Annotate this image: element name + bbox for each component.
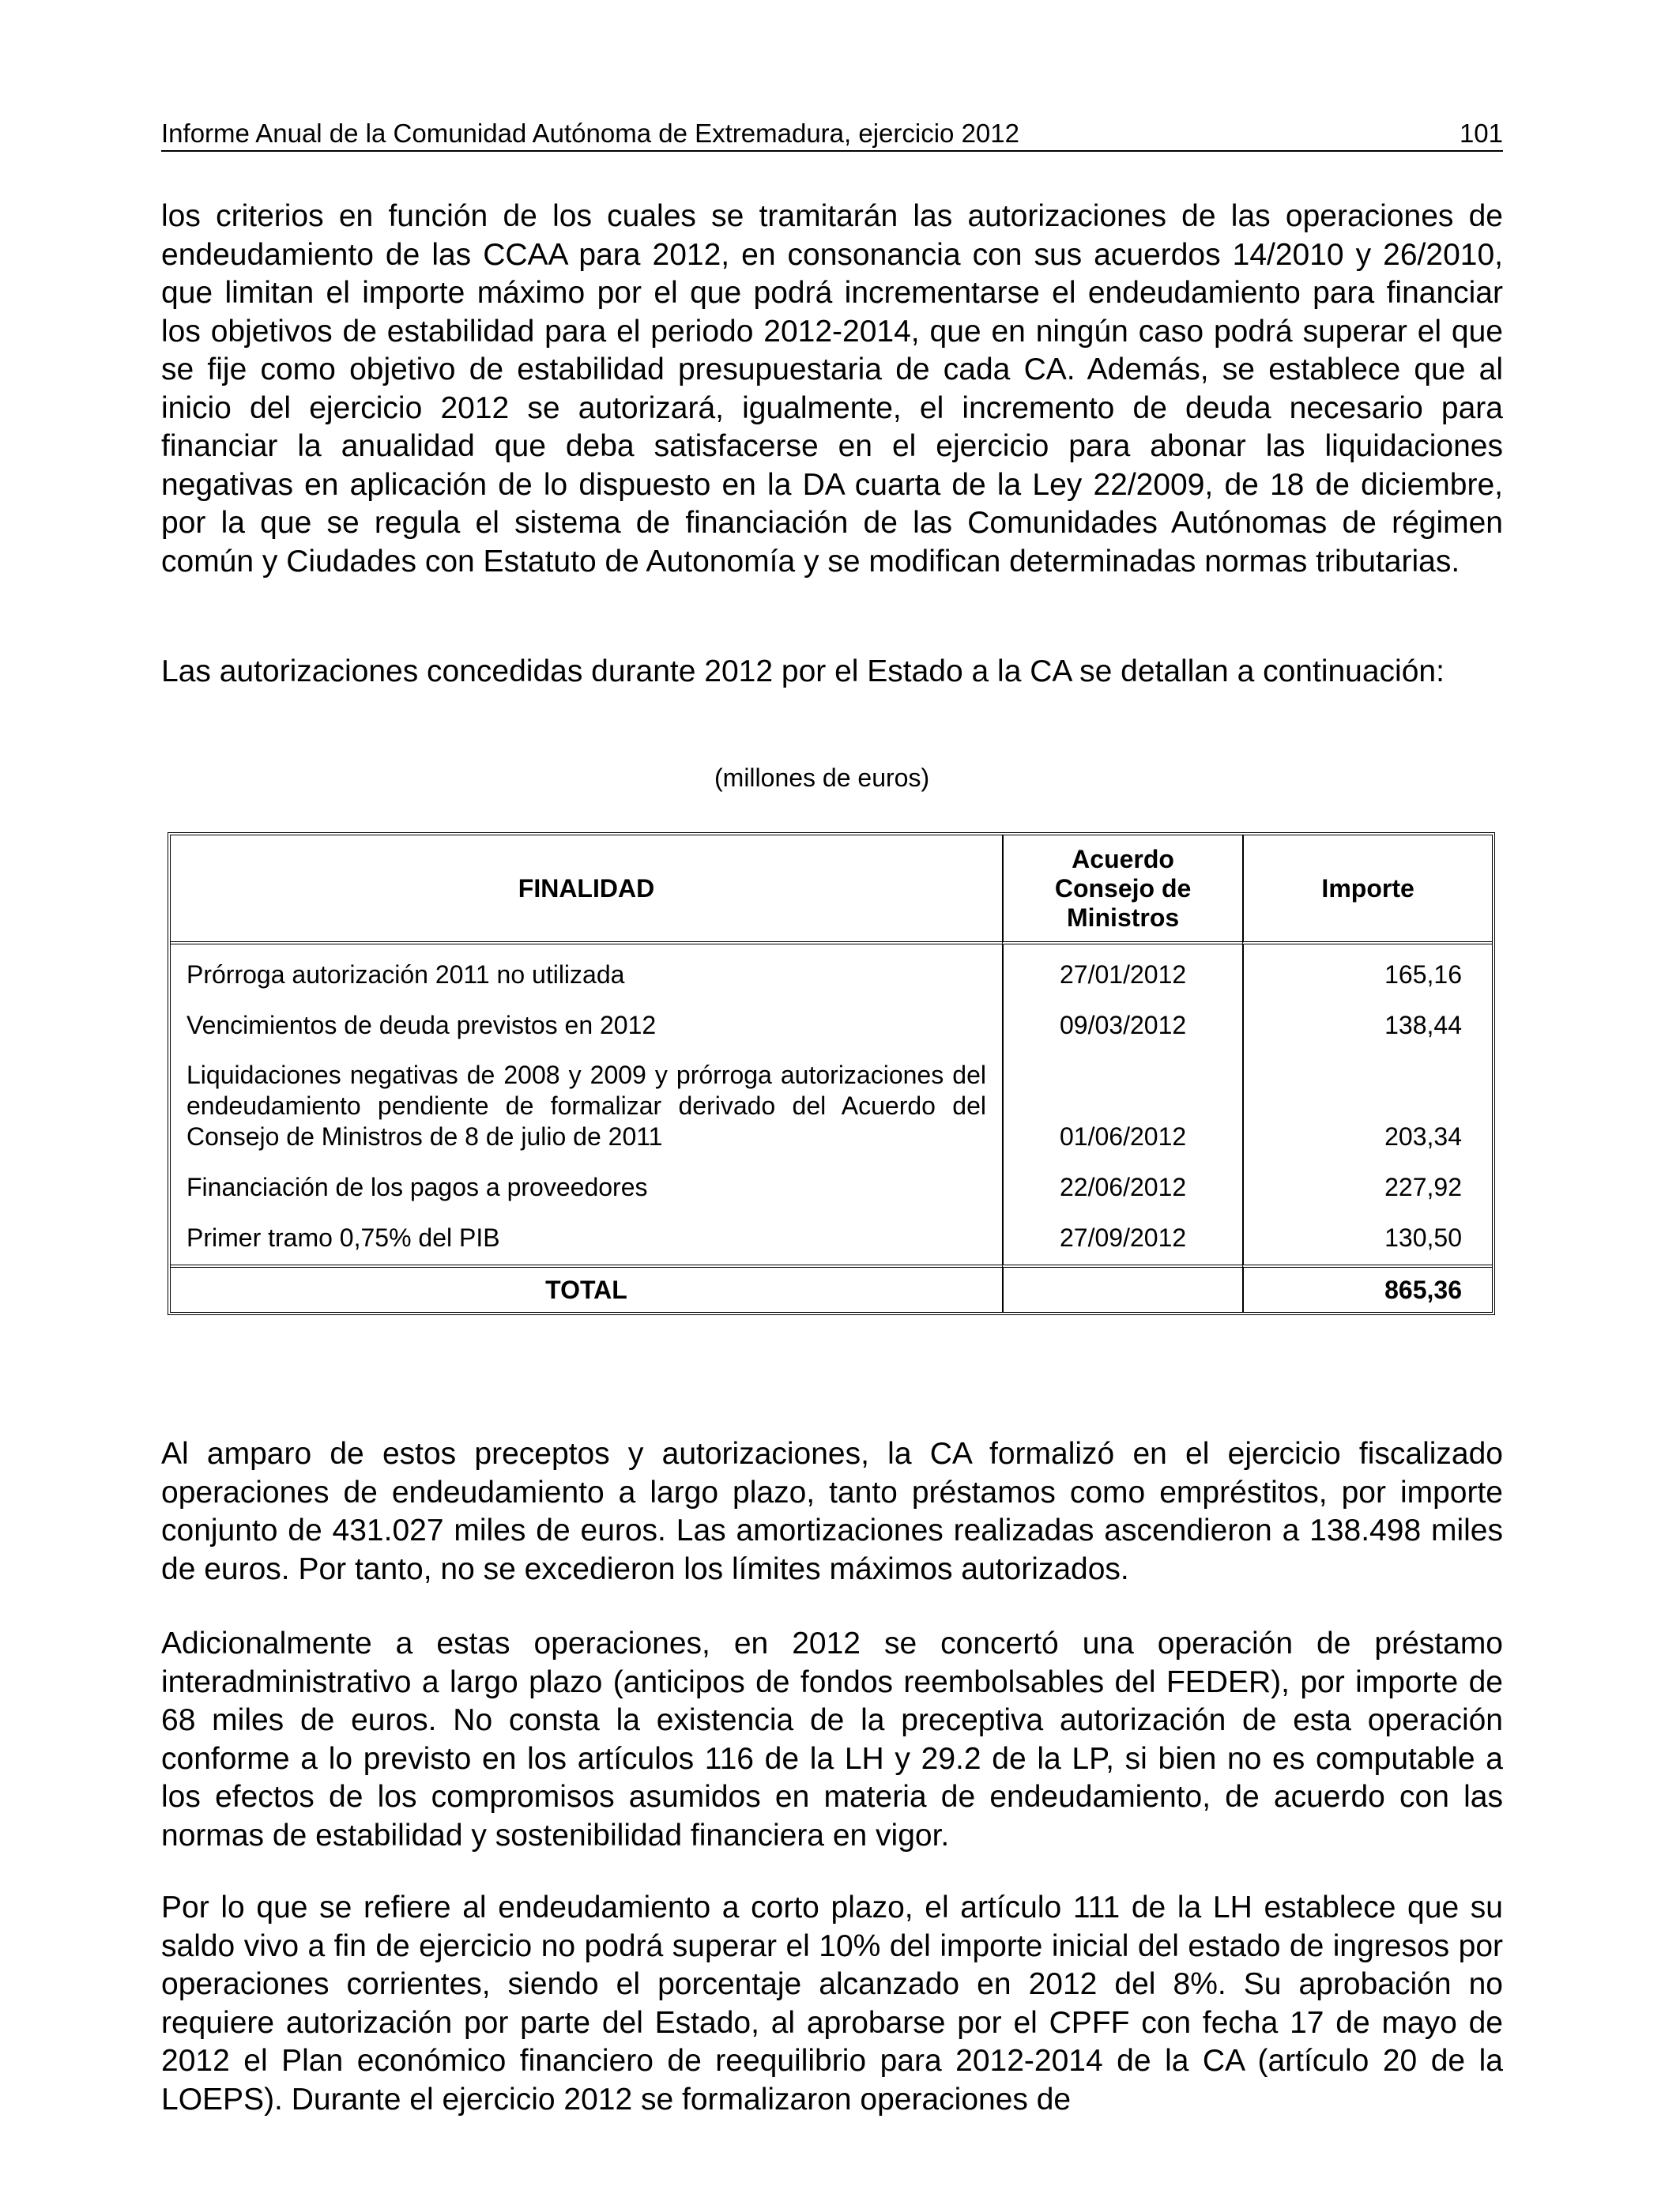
cell-finalidad: Financiación de los pagos a proveedores — [186, 1173, 648, 1201]
cell-fecha: 22/06/2012 — [1002, 1152, 1242, 1203]
table-units-caption: (millones de euros) — [714, 763, 930, 792]
header-acuerdo-line3: Ministros — [1066, 903, 1180, 932]
header-acuerdo — [1002, 835, 1242, 944]
table-row — [171, 944, 1492, 990]
autorizaciones-table-wrapper — [168, 832, 1495, 1315]
table-row — [171, 1041, 1492, 1152]
table-row — [171, 1203, 1492, 1265]
header-acuerdo-line2: Consejo de — [1054, 873, 1192, 903]
paragraph-criterios: los criterios en función de los cuales se tramitarán las autorizaciones de las operaciones de endeudamiento de las CCAA para 2012, en consonancia con sus acuerdos 14/2010 y 26/2010, que limitan el importe máximo por el que podrá incrementarse el endeudamiento para financiar los objetivos de estabilidad para el periodo 2012-2014, que en ningún caso podrá superar el que se fije como objetivo de estabilidad presupuestaria de cada CA. Además, se establece que al inicio del ejercicio 2012 se autorizará, igualmente, el incremento de deuda necesario para financiar la anualidad que deba satisfacerse en el ejercicio para abonar las liquidaciones negativas en aplicación de lo dispuesto en la DA cuarta de la Ley 22/2009, de 18 de diciembre, por la que se regula el sistema de financiación de las Comunidades Autónomas de régimen común y Ciudades con Estatuto de Autonomía y se modifican determinadas normas tributarias. — [161, 199, 1503, 579]
paragraph-amparo: Al amparo de estos preceptos y autorizaciones, la CA formalizó en el ejercicio fiscalizado operaciones de endeudamiento a largo plazo, tanto préstamos como empréstitos, por importe conjunto de 431.027 miles de euros. Las amortizaciones realizadas ascendieron a 138.498 miles de euros. Por tanto, no se excedieron los límites máximos autorizados. — [161, 1437, 1503, 1586]
table-header-row — [171, 835, 1492, 944]
cell-fecha: 27/01/2012 — [1002, 944, 1242, 990]
page-number: 101 — [1459, 119, 1503, 148]
total-fecha — [1002, 1265, 1242, 1312]
cell-finalidad: Liquidaciones negativas de 2008 y 2009 y prórroga autorizaciones del endeudamiento pendiente de formalizar derivado del Acuerdo del Consejo de Ministros de 8 de julio de 2011 — [186, 1061, 986, 1151]
cell-finalidad: Prórroga autorización 2011 no utilizada — [186, 960, 625, 989]
cell-importe: 130,50 — [1242, 1203, 1492, 1265]
header-title: Informe Anual de la Comunidad Autónoma de Extremadura, ejercicio 2012 — [161, 119, 1019, 148]
header-finalidad: FINALIDAD — [171, 835, 1002, 944]
header-importe: Importe — [1242, 835, 1492, 944]
cell-importe: 165,16 — [1242, 944, 1492, 990]
cell-fecha: 01/06/2012 — [1002, 1041, 1242, 1152]
header-acuerdo-line1: Acuerdo — [1072, 844, 1174, 873]
cell-fecha: 09/03/2012 — [1002, 990, 1242, 1041]
cell-finalidad: Vencimientos de deuda previstos en 2012 — [186, 1011, 657, 1039]
paragraph-autorizaciones: Las autorizaciones concedidas durante 2012 por el Estado a la CA se detallan a continuación: — [161, 654, 1445, 688]
table-row — [171, 990, 1492, 1041]
cell-importe: 227,92 — [1242, 1152, 1492, 1203]
total-importe: 865,36 — [1242, 1265, 1492, 1312]
table-total-row — [171, 1265, 1492, 1312]
cell-fecha: 27/09/2012 — [1002, 1203, 1242, 1265]
cell-importe: 138,44 — [1242, 990, 1492, 1041]
cell-finalidad: Primer tramo 0,75% del PIB — [186, 1223, 500, 1252]
cell-importe: 203,34 — [1242, 1041, 1492, 1152]
total-label: TOTAL — [171, 1265, 1002, 1312]
paragraph-adicionalmente: Adicionalmente a estas operaciones, en 2012 se concertó una operación de préstamo interadministrativo a largo plazo (anticipos de fondos reembolsables del FEDER), por importe de 68 miles de euros. No consta la existencia de la preceptiva autorización de esta operación conforme a lo previsto en los artículos 116 de la LH y 29.2 de la LP, si bien no es computable a los efectos de los compromisos asumidos en materia de endeudamiento, de acuerdo con las normas de estabilidad y sostenibilidad financiera en vigor. — [161, 1627, 1503, 1853]
autorizaciones-table — [168, 832, 1495, 1315]
paragraph-corto-plazo: Por lo que se refiere al endeudamiento a corto plazo, el artículo 111 de la LH establece que su saldo vivo a fin de ejercicio no podrá superar el 10% del importe inicial del estado de ingresos por operaciones corrientes, siendo el porcentaje alcanzado en 2012 del 8%. Su aprobación no requiere autorización por parte del Estado, al aprobarse por el CPFF con fecha 17 de mayo de 2012 el Plan económico financiero de reequilibrio para 2012-2014 de la CA (artículo 20 de la LOEPS). Durante el ejercicio 2012 se formalizaron operaciones de — [161, 1891, 1503, 2117]
table-row — [171, 1152, 1492, 1203]
page-header — [161, 117, 1503, 152]
